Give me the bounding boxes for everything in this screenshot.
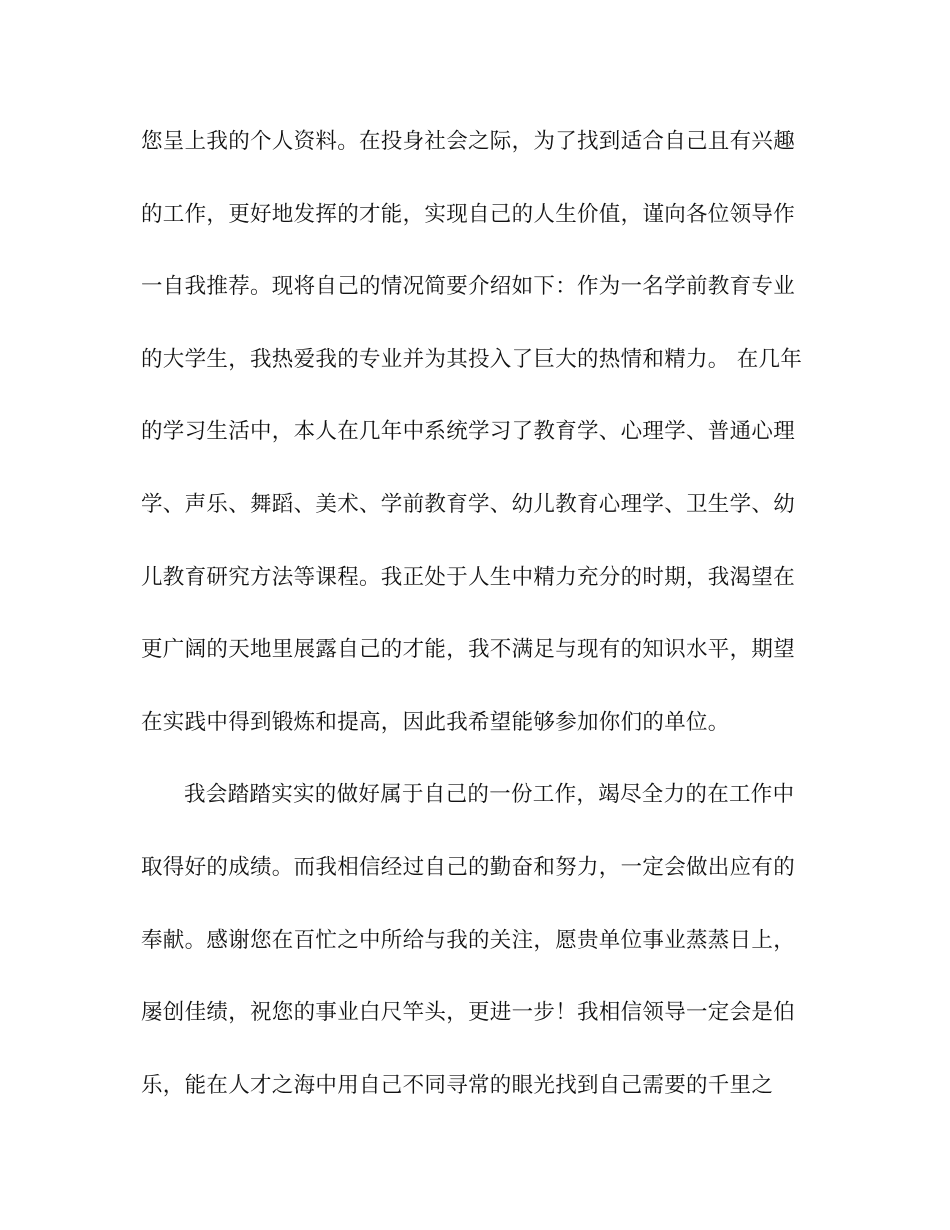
text-line: 您呈上我的个人资料。在投身社会之际，为了找到适合自己且有兴趣 — [141, 129, 796, 154]
text-line: 更广阔的天地里展露自己的才能，我不满足与现有的知识水平，期望 — [141, 637, 796, 663]
text-line: 取得好的成绩。而我相信经过自己的勤奋和努力，一定会做出应有的 — [141, 854, 796, 880]
text-line: 奉献。感谢您在百忙之中所给与我的关注，愿贵单位事业蒸蒸日上， — [141, 927, 796, 953]
paragraph-start-line: 我会踏踏实实的做好属于自己的一份工作，竭尽全力的在工作中 — [184, 782, 795, 808]
text-line: 一自我推荐。现将自己的情况简要介绍如下：作为一名学前教育专业 — [141, 274, 796, 300]
text-line: 屡创佳绩，祝您的事业白尺竿头，更进一步！我相信领导一定会是伯 — [141, 1000, 796, 1026]
text-line: 儿教育研究方法等课程。我正处于人生中精力充分的时期，我渴望在 — [141, 564, 796, 590]
text-line: 在实践中得到锻炼和提高，因此我希望能够参加你们的单位。 — [141, 709, 730, 735]
text-line: 乐，能在人才之海中用自己不同寻常的眼光找到自己需要的千里之 — [141, 1072, 774, 1098]
text-line: 学、声乐、舞蹈、美术、学前教育学、幼儿教育心理学、卫生学、幼 — [141, 491, 796, 517]
document-body — [141, 126, 811, 1142]
text-line: 的工作，更好地发挥的才能，实现自己的人生价值，谨向各位领导作 — [141, 201, 796, 227]
text-line: 的学习生活中，本人在几年中系统学习了教育学、心理学、普通心理 — [141, 419, 796, 445]
text-line: 的大学生，我热爱我的专业并为其投入了巨大的热情和精力。 在几年 — [141, 346, 803, 372]
